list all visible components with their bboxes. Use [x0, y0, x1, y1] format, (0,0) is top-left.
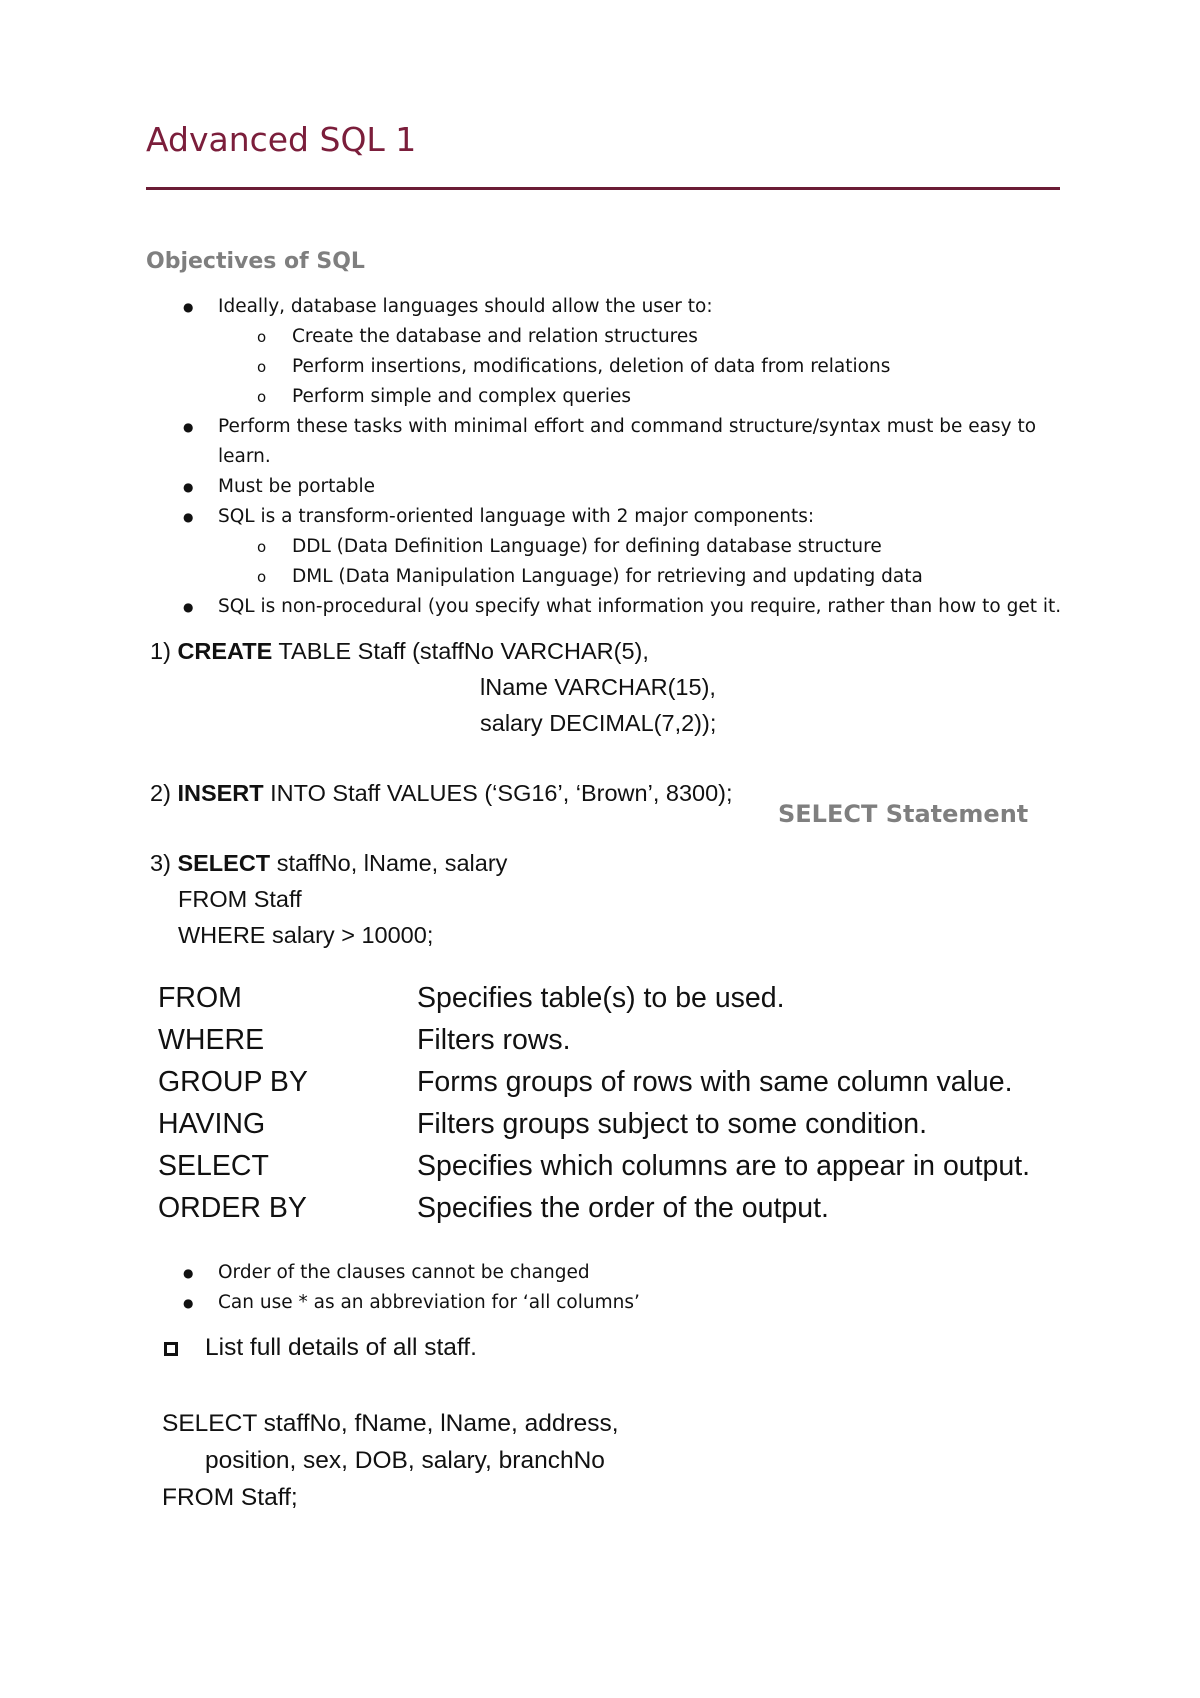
create-example-line: lName VARCHAR(15), [480, 674, 716, 700]
circle-bullet-icon: o [257, 538, 267, 556]
clause-keyword: HAVING [158, 1108, 266, 1140]
clause-keyword: ORDER BY [158, 1192, 307, 1224]
create-example-line: 1) CREATE TABLE Staff (staffNo VARCHAR(5), [150, 638, 649, 664]
clause-keyword: WHERE [158, 1024, 265, 1056]
bullet-icon: ● [183, 510, 194, 524]
query-line: SELECT staffNo, fName, lName, address, [162, 1410, 619, 1437]
bullet-icon: ● [183, 480, 194, 494]
circle-bullet-icon: o [257, 568, 267, 586]
select-statement-heading: SELECT Statement [778, 800, 1029, 828]
clause-keyword: SELECT [158, 1150, 269, 1182]
clause-description: Specifies the order of the output. [417, 1192, 829, 1224]
query-line: FROM Staff; [162, 1484, 298, 1511]
bullet-icon: ● [183, 600, 194, 614]
bullet-icon: ● [183, 420, 194, 434]
select-example-line: FROM Staff [178, 886, 302, 912]
clause-description: Specifies which columns are to appear in output. [417, 1150, 1031, 1182]
clause-keyword: FROM [158, 982, 242, 1014]
task-text: List full details of all staff. [205, 1334, 477, 1361]
bullet-icon: ● [183, 1296, 194, 1310]
bullet-icon: ● [183, 300, 194, 314]
bullet-icon: ● [183, 1266, 194, 1280]
create-example-line: salary DECIMAL(7,2)); [480, 710, 717, 736]
query-line: position, sex, DOB, salary, branchNo [205, 1447, 605, 1474]
clause-description: Forms groups of rows with same column value. [417, 1066, 1013, 1098]
select-example-line: 3) SELECT staffNo, lName, salary [150, 850, 508, 876]
checkbox-icon [164, 1342, 178, 1356]
circle-bullet-icon: o [257, 328, 267, 346]
title-divider [146, 187, 1060, 190]
select-example-line: WHERE salary > 10000; [178, 922, 434, 948]
clause-keyword: GROUP BY [158, 1066, 308, 1098]
section-heading: Objectives of SQL [146, 249, 365, 274]
clause-description: Filters rows. [417, 1024, 571, 1056]
circle-bullet-icon: o [257, 358, 267, 376]
insert-example-line: 2) INSERT INTO Staff VALUES (‘SG16’, ‘Brown’, 8300); [150, 780, 733, 806]
clause-description: Specifies table(s) to be used. [417, 982, 785, 1014]
circle-bullet-icon: o [257, 388, 267, 406]
page-title: Advanced SQL 1 [146, 120, 417, 159]
clause-description: Filters groups subject to some condition. [417, 1108, 928, 1140]
